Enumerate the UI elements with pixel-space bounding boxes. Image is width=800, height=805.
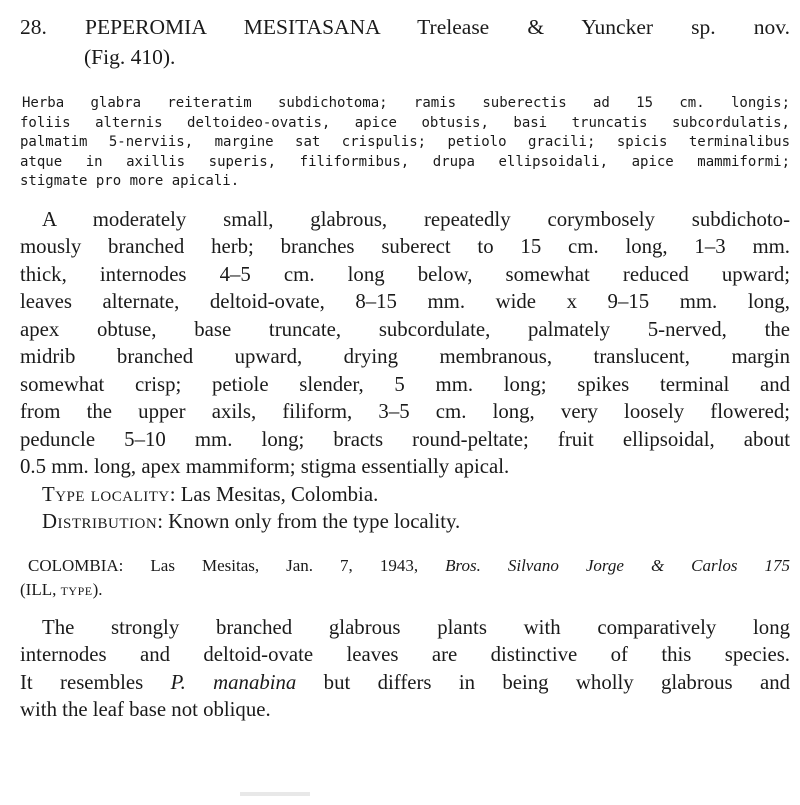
description-line: peduncle 5–10 mm. long; bracts round-peltate; fruit ellipsoidal, about [20,427,790,451]
type-locality-label: Type locality [42,482,170,506]
type-locality-value: Las Mesitas, Colombia. [180,482,379,506]
latin-line: Herba glabra reiteratim subdichotoma; ramis suberectis ad 15 cm. longis; [22,95,790,111]
notes-line: The strongly branched glabrous plants with comparatively long [42,615,790,639]
specimen-country: COLOMBIA [28,555,119,575]
species-title: 28. PEPEROMIA MESITASANA Trelease & Yuncker sp. nov. [20,15,790,39]
notes-line: It resembles P. manabina but differs in being wholly glabrous and [20,670,791,694]
document-page [20,12,790,724]
discussion-paragraph [20,614,790,724]
latin-line: atque in axillis superis, filiformibus, drupa ellipsoidali, apice mammiformi; [20,153,790,170]
notes-line: internodes and deltoid-ovate leaves are distinctive of this species. [20,643,790,667]
specimen-herbarium: (ILL, type). [20,579,103,599]
specimen-collector: Bros. Silvano Jorge & Carlos 175 [445,555,790,575]
latin-line: stigmate pro more apicali. [20,173,240,190]
description-line: midrib branched upward, drying membranous, translucent, margin [20,345,790,369]
latin-line: foliis alternis deltoideo-ovatis, apice obtusis, basi truncatis subcordulatis, [20,114,790,131]
figure-reference: (Fig. 410). [84,45,176,69]
notes-line: with the leaf base not oblique. [20,698,271,722]
specimen-details: Las Mesitas, Jan. 7, 1943, [150,555,419,575]
distribution-label: Distribution [42,510,158,534]
distribution-value: Known only from the type locality. [168,510,461,534]
latin-line: palmatim 5-nerviis, margine sat crispulis; petiolo gracili; spicis terminalibus [20,134,790,151]
species-reference: P. manabina [170,670,297,694]
description-line: from the upper axils, filiform, 3–5 cm. long, very loosely flowered; [20,400,790,424]
type-locality: Type locality: Las Mesitas, Colombia. [42,482,379,506]
description-line: mously branched herb; branches suberect to 15 cm. long, 1–3 mm. [20,235,790,259]
scan-artifact [240,792,310,796]
specimen-citation [20,554,790,602]
description-line: apex obtuse, base truncate, subcordulate, palmately 5-nerved, the [20,317,790,341]
english-description [20,206,790,481]
distribution: Distribution: Known only from the type locality. [42,510,461,534]
description-line: 0.5 mm. long, apex mammiform; stigma essentially apical. [20,455,510,479]
latin-diagnosis [20,94,790,192]
description-line: somewhat crisp; petiole slender, 5 mm. long; spikes terminal and [20,372,790,396]
description-line: leaves alternate, deltoid-ovate, 8–15 mm. wide x 9–15 mm. long, [20,290,790,314]
specimen-line: COLOMBIA: Las Mesitas, Jan. 7, 1943, Bros. Silvano Jorge & Carlos 175 [28,555,790,575]
herbarium-type-label: type [60,579,93,599]
description-line: thick, internodes 4–5 cm. long below, somewhat reduced upward; [20,262,790,286]
description-line: A moderately small, glabrous, repeatedly corymbosely subdichoto- [42,207,790,231]
